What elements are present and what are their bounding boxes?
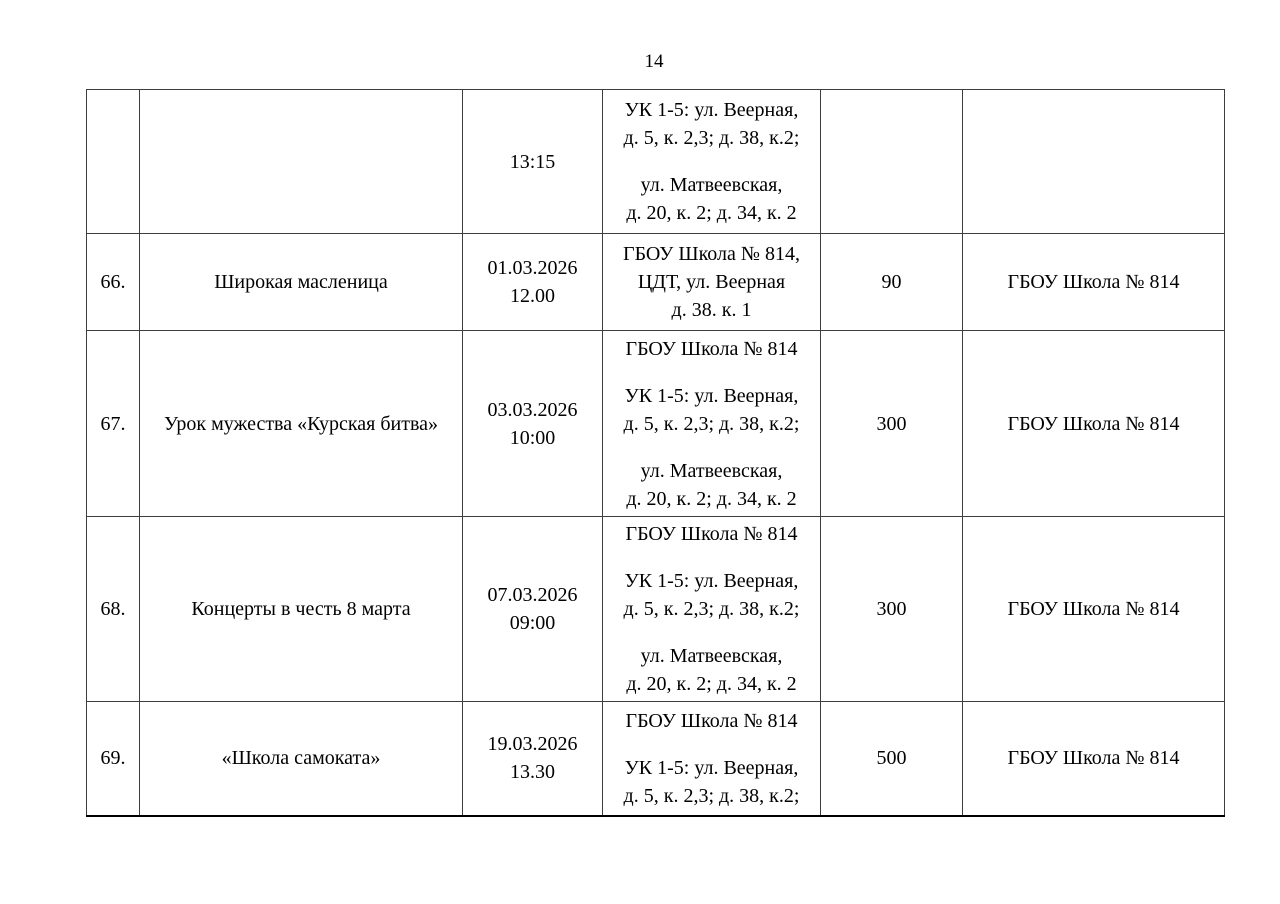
cell-number [87,90,140,234]
address-line: д. 5, к. 2,3; д. 38, к.2; [623,784,800,807]
time-line: 13:15 [509,150,556,173]
address-paragraph [607,707,816,735]
address-line: д. 20, к. 2; д. 34, к. 2 [626,202,797,224]
address-line: ул. Матвеевская, [640,174,783,196]
table-row-66 [87,234,1225,331]
table-row-69 [87,702,1225,816]
cell-organizer [963,90,1225,234]
cell-organizer: ГБОУ Школа № 814 [963,517,1225,702]
address-line: УК 1-5: ул. Веерная, [624,384,799,407]
cell-organizer: ГБОУ Школа № 814 [963,702,1225,816]
address-line: ГБОУ Школа № 814 [625,709,798,732]
address-paragraph [607,96,816,152]
time-line: 13.30 [510,761,555,784]
cell-datetime [463,234,603,331]
time-line: 09:00 [509,612,556,634]
cell-location [603,90,821,234]
cell-number: 66. [87,234,140,331]
cell-event-name: Урок мужества «Курская битва» [140,331,463,517]
address-line: УК 1-5: ул. Веерная, [624,756,799,779]
address-paragraph [607,335,816,363]
address-paragraph [607,382,816,438]
address-line: ЦДТ, ул. Веерная [637,271,786,293]
cell-location [603,702,821,816]
cell-event-name [140,90,463,234]
cell-participants-count: 300 [821,331,963,517]
cell-number: 69. [87,702,140,816]
address-line: ГБОУ Школа № 814 [625,337,798,360]
time-line: 10:00 [509,426,556,449]
cell-location [603,517,821,702]
address-line: ул. Матвеевская, [640,645,783,667]
cell-event-name: Концерты в честь 8 марта [140,517,463,702]
address-line: д. 5, к. 2,3; д. 38, к.2; [623,412,800,435]
cell-datetime [463,702,603,816]
table-row-68 [87,517,1225,702]
address-paragraph [607,240,816,324]
cell-datetime [463,331,603,517]
address-line: ГБОУ Школа № 814, [623,243,800,265]
address-line: д. 20, к. 2; д. 34, к. 2 [626,673,797,695]
page-number: 14 [644,51,664,72]
address-line: д. 20, к. 2; д. 34, к. 2 [626,487,797,510]
address-paragraph [607,457,816,513]
time-line: 12.00 [510,285,555,307]
cell-location [603,331,821,517]
address-line: ГБОУ Школа № 814 [625,523,798,545]
address-paragraph [607,171,816,227]
date-line: 07.03.2026 [487,584,578,606]
address-line: ул. Матвеевская, [640,459,783,482]
address-line: УК 1-5: ул. Веерная, [624,570,799,592]
address-line: д. 5, к. 2,3; д. 38, к.2; [623,598,800,620]
address-line: д. 38. к. 1 [671,299,752,321]
events-table [86,89,1225,817]
address-line: д. 5, к. 2,3; д. 38, к.2; [623,127,800,149]
cell-number: 68. [87,517,140,702]
cell-event-name: Широкая масленица [140,234,463,331]
cell-organizer: ГБОУ Школа № 814 [963,331,1225,517]
cell-participants-count: 300 [821,517,963,702]
cell-participants-count: 500 [821,702,963,816]
address-paragraph [607,642,816,698]
table-row-continuation [87,90,1225,234]
cell-event-name: «Школа самоката» [140,702,463,816]
table-row-67 [87,331,1225,517]
date-line: 01.03.2026 [487,257,578,279]
date-line: 03.03.2026 [487,398,578,421]
cell-datetime [463,90,603,234]
cell-datetime [463,517,603,702]
cell-number: 67. [87,331,140,517]
cell-participants-count [821,90,963,234]
cell-participants-count: 90 [821,234,963,331]
date-line: 19.03.2026 [487,733,578,756]
address-paragraph [607,520,816,548]
cell-location [603,234,821,331]
address-paragraph [607,567,816,623]
address-paragraph [607,754,816,810]
cell-organizer: ГБОУ Школа № 814 [963,234,1225,331]
address-line: УК 1-5: ул. Веерная, [624,99,799,121]
